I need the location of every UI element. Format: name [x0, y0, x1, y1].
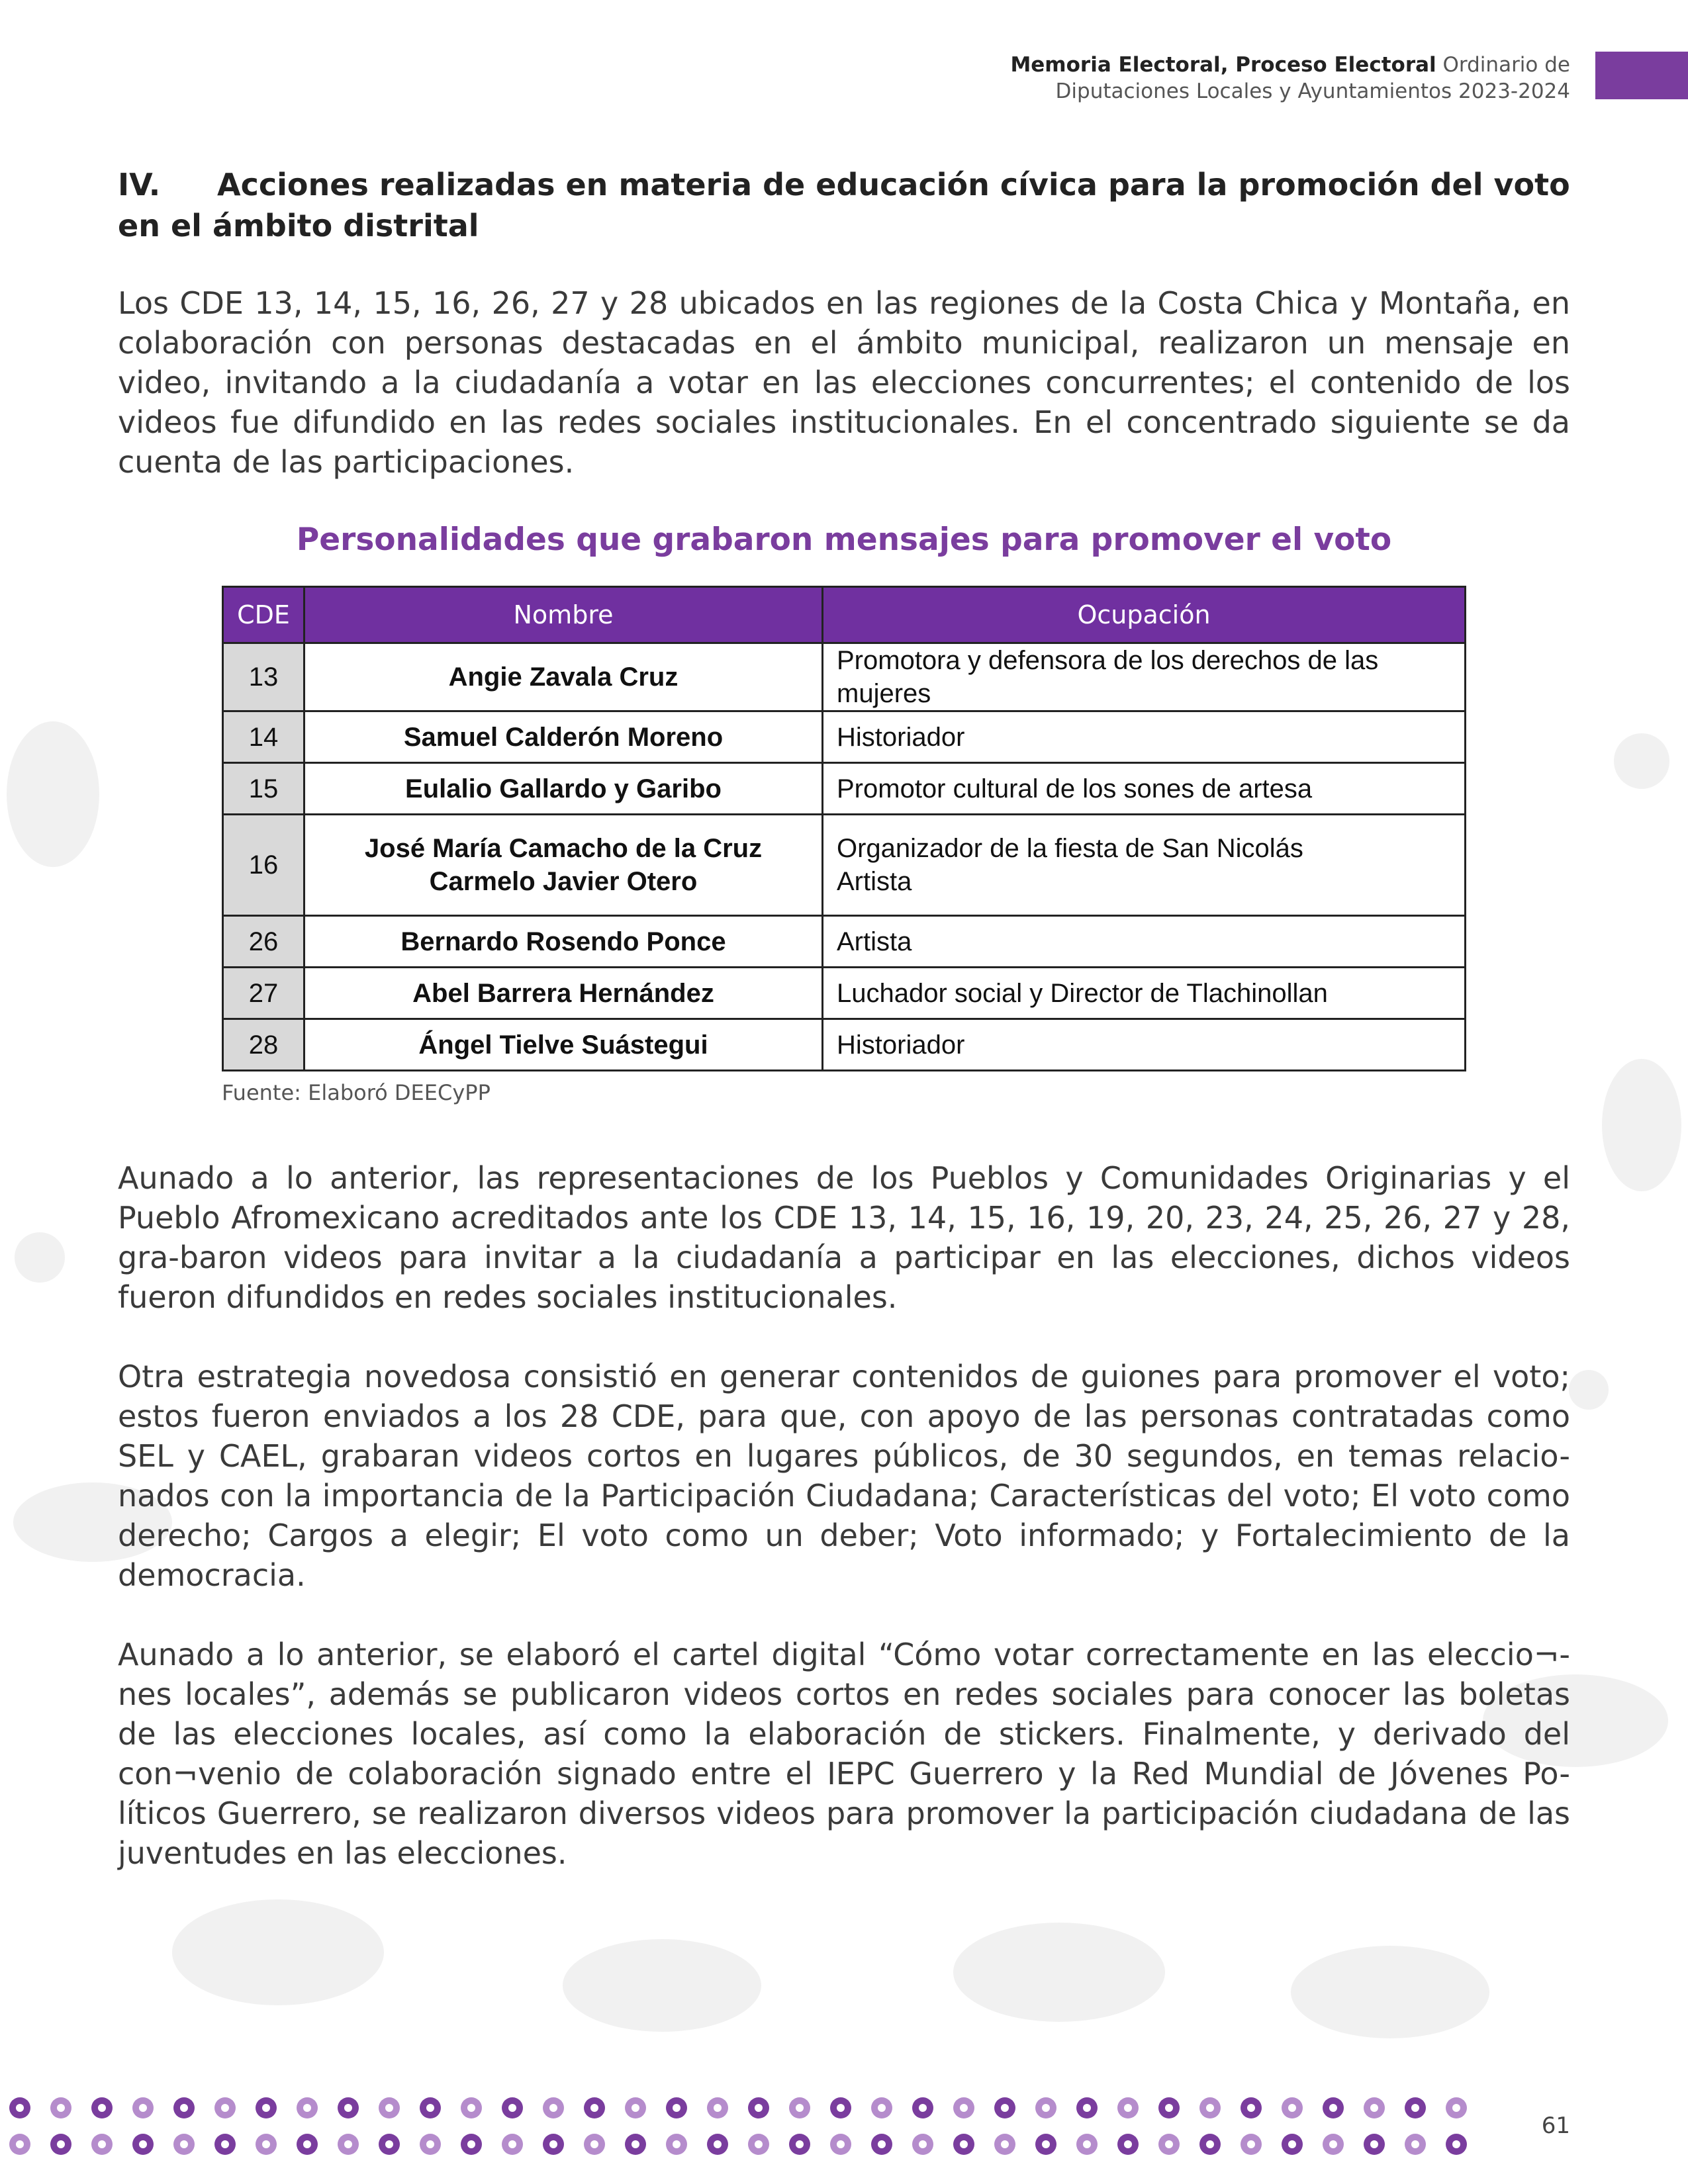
cell-cde: 16 — [223, 815, 305, 916]
embroidery-flower — [994, 2134, 1015, 2155]
embroidery-flower — [666, 2134, 687, 2155]
header-subtitle: Diputaciones Locales y Ayuntamientos 2023-2024 — [1055, 79, 1570, 103]
embroidery-flower — [748, 2134, 769, 2155]
embroidery-flower — [461, 2097, 482, 2118]
embroidery-flower — [338, 2097, 359, 2118]
embroidery-flower — [1076, 2134, 1098, 2155]
embroidery-flower — [912, 2097, 933, 2118]
embroidery-flower — [994, 2097, 1015, 2118]
table-row — [223, 916, 1466, 968]
embroidery-flower — [91, 2134, 113, 2155]
embroidery-flower — [748, 2097, 769, 2118]
cell-name: Abel Barrera Hernández — [305, 968, 823, 1019]
table-header-row — [223, 587, 1466, 643]
cell-cde: 13 — [223, 643, 305, 711]
embroidery-flower — [1035, 2097, 1056, 2118]
embroidery-flower — [871, 2097, 892, 2118]
cell-occupation — [823, 815, 1466, 916]
embroidery-flower — [912, 2134, 933, 2155]
embroidery-flower — [953, 2134, 974, 2155]
embroidery-flower — [1241, 2097, 1262, 2118]
embroidery-flower — [214, 2097, 236, 2118]
paragraph-2: Aunado a lo anterior, las representaciones de los Pueblos y Comunidades Originarias y el Pueblo Afromexicano acreditados ante los CDE 13, 14, 15, 16, 19, 20, 23, 24, 25, 26, 27 y 28, gra-baron videos para invitar a la ciudadanía a participar en las elecciones, dichos videos fueron difundidos en redes sociales institucionales. — [118, 1160, 1570, 1315]
embroidery-flower — [707, 2097, 728, 2118]
embroidery-flower — [379, 2134, 400, 2155]
embroidery-flower — [502, 2097, 523, 2118]
cell-cde: 14 — [223, 711, 305, 763]
embroidery-flower — [1282, 2134, 1303, 2155]
cell-name: Ángel Tielve Suástegui — [305, 1019, 823, 1071]
embroidery-flower — [789, 2097, 810, 2118]
embroidery-flower — [1405, 2134, 1426, 2155]
embroidery-flower — [132, 2097, 154, 2118]
header-title-bold: Memoria Electoral, Proceso Electoral — [1010, 53, 1436, 77]
cell-name: Angie Zavala Cruz — [305, 643, 823, 711]
cell-name: Eulalio Gallardo y Garibo — [305, 763, 823, 815]
embroidery-flower — [173, 2097, 195, 2118]
embroidery-flower — [1282, 2097, 1303, 2118]
embroidery-flower — [1364, 2134, 1385, 2155]
cell-occupation: Promotor cultural de los sones de artesa — [823, 763, 1466, 815]
cell-name: Samuel Calderón Moreno — [305, 711, 823, 763]
personalities-table — [222, 586, 1466, 1071]
embroidery-flower — [502, 2134, 523, 2155]
embroidery-flower — [461, 2134, 482, 2155]
cell-name-line-2: Carmelo Javier Otero — [429, 867, 698, 896]
section-title: Acciones realizadas en materia de educación cívica para la promoción del voto en el ámbito distrital — [118, 167, 1570, 244]
embroidery-flower — [379, 2097, 400, 2118]
embroidery-flower — [1323, 2097, 1344, 2118]
cell-occupation: Artista — [823, 916, 1466, 968]
embroidery-border-decoration — [0, 2085, 1503, 2171]
cell-cde: 27 — [223, 968, 305, 1019]
embroidery-flower — [297, 2097, 318, 2118]
cell-name-line-1: José María Camacho de la Cruz — [364, 834, 763, 863]
embroidery-flower — [543, 2097, 564, 2118]
col-header-ocupacion: Ocupación — [823, 587, 1466, 643]
cell-occupation: Historiador — [823, 711, 1466, 763]
cell-occupation: Luchador social y Director de Tlachinollan — [823, 968, 1466, 1019]
embroidery-flower — [625, 2097, 646, 2118]
table-row — [223, 643, 1466, 711]
section-number: IV. — [118, 167, 161, 203]
embroidery-flower — [173, 2134, 195, 2155]
cell-cde: 26 — [223, 916, 305, 968]
embroidery-flower — [1117, 2097, 1139, 2118]
embroidery-flower — [584, 2097, 605, 2118]
embroidery-flower — [50, 2134, 71, 2155]
cell-name: Bernardo Rosendo Ponce — [305, 916, 823, 968]
embroidery-flower — [9, 2097, 30, 2118]
cell-name — [305, 815, 823, 916]
embroidery-flower — [871, 2134, 892, 2155]
embroidery-flower — [543, 2134, 564, 2155]
embroidery-flower — [50, 2097, 71, 2118]
section-heading — [118, 164, 1570, 246]
embroidery-flower — [1364, 2097, 1385, 2118]
cell-occupation: Promotora y defensora de los derechos de las mujeres — [823, 643, 1466, 711]
embroidery-flower — [830, 2134, 851, 2155]
embroidery-flower — [1241, 2134, 1262, 2155]
embroidery-flower — [132, 2134, 154, 2155]
embroidery-flower — [1323, 2134, 1344, 2155]
embroidery-flower — [1158, 2097, 1180, 2118]
cell-occupation: Historiador — [823, 1019, 1466, 1071]
col-header-cde: CDE — [223, 587, 305, 643]
table-row — [223, 763, 1466, 815]
running-header — [1010, 52, 1570, 105]
embroidery-flower — [338, 2134, 359, 2155]
table-source-note: Fuente: Elaboró DEECyPP — [222, 1080, 491, 1105]
embroidery-flower — [1158, 2134, 1180, 2155]
page-number: 61 — [1541, 2113, 1570, 2139]
cell-occupation-line-2: Artista — [837, 867, 912, 896]
cell-occupation-line-1: Organizador de la fiesta de San Nicolás — [837, 834, 1303, 863]
embroidery-flower — [1446, 2097, 1467, 2118]
paragraph-3: Otra estrategia novedosa consistió en generar contenidos de guiones para promover el voto; estos fueron enviados a los 28 CDE, para que, con apoyo de las personas contratadas como SEL y CAEL, grabaran videos cortos en lugares públicos, de 30 segundos, en temas relacio-nados con la importancia de la Participación Ciudadana; Características del voto; El voto como derecho; Cargos a elegir; El voto como un deber; Voto informado; y Fortalecimiento de la democracia. — [118, 1359, 1570, 1593]
embroidery-flower — [1446, 2134, 1467, 2155]
embroidery-flower — [953, 2097, 974, 2118]
header-title-rest: Ordinario de — [1442, 53, 1570, 77]
embroidery-flower — [256, 2097, 277, 2118]
header-accent-bar — [1595, 52, 1688, 99]
embroidery-flower — [91, 2097, 113, 2118]
embroidery-flower — [1199, 2134, 1221, 2155]
embroidery-flower — [420, 2097, 441, 2118]
embroidery-flower — [584, 2134, 605, 2155]
embroidery-flower — [707, 2134, 728, 2155]
embroidery-flower — [1405, 2097, 1426, 2118]
embroidery-flower — [214, 2134, 236, 2155]
col-header-nombre: Nombre — [305, 587, 823, 643]
embroidery-flower — [420, 2134, 441, 2155]
paragraph-intro: Los CDE 13, 14, 15, 16, 26, 27 y 28 ubicados en las regiones de la Costa Chica y Montaña, en colaboración con personas destacadas en el ámbito municipal, realizaron un mensaje en video, invitando a la ciudadanía a votar en las elecciones concurrentes; el contenido de los videos fue difundido en las redes sociales institucionales. En el concentrado siguiente se da cuenta de las participaciones. — [118, 285, 1570, 480]
table-title: Personalidades que grabaron mensajes para promover el voto — [296, 522, 1392, 558]
paragraph-4: Aunado a lo anterior, se elaboró el cartel digital “Cómo votar correctamente en las eleccio¬-nes locales”, además se publicaron videos cortos en redes sociales para conocer las boletas de las elecciones locales, así como la elaboración de stickers. Finalmente, y derivado del con¬venio de colaboración signado entre el IEPC Guerrero y la Red Mundial de Jóvenes Po-líticos Guerrero, se realizaron diversos videos para promover la participación ciudadana de las juventudes en las elecciones. — [118, 1637, 1570, 1871]
embroidery-flower — [1035, 2134, 1056, 2155]
embroidery-flower — [666, 2097, 687, 2118]
cell-cde: 15 — [223, 763, 305, 815]
embroidery-flower — [9, 2134, 30, 2155]
embroidery-flower — [625, 2134, 646, 2155]
table-row — [223, 815, 1466, 916]
table-row — [223, 711, 1466, 763]
table-row — [223, 1019, 1466, 1071]
embroidery-flower — [256, 2134, 277, 2155]
embroidery-flower — [1199, 2097, 1221, 2118]
table-row — [223, 968, 1466, 1019]
cell-cde: 28 — [223, 1019, 305, 1071]
embroidery-flower — [297, 2134, 318, 2155]
embroidery-flower — [789, 2134, 810, 2155]
embroidery-flower — [1076, 2097, 1098, 2118]
embroidery-flower — [830, 2097, 851, 2118]
embroidery-flower — [1117, 2134, 1139, 2155]
